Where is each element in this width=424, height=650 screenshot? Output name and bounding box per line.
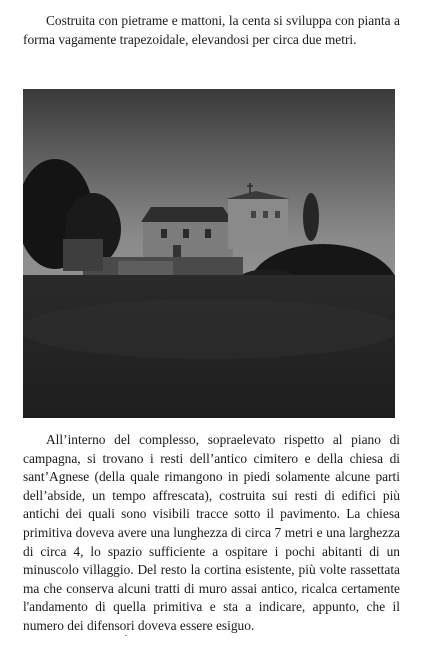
church-photograph — [23, 89, 395, 418]
intro-paragraph: Costruita con pietrame e mattoni, la centa si sviluppa con pianta a forma vagamente trapezoidale, elevandosi per circa due metri. — [23, 13, 400, 47]
print-speck — [125, 635, 127, 636]
main-paragraph: All’interno del complesso, sopraelevato rispetto al piano di campagna, si trovano i resti dell’antico cimitero e della chiesa di sant’Agnese (della quale rimangono in piedi solamente alcune parti dell’abside, un tempo affrescata), costruita sui resti di edifici più antichi dei quali sono visibili tracce sotto il pavimento. La chiesa primitiva doveva avere una lunghezza di circa 7 metri e una larghezza di circa 4, lo spazio sufficiente a ospitare i pochi abitanti di un minuscolo villaggio. Del resto la cortina esistente, più volte rassettata ma che conserva alcuni tratti di muro assai antico, ricalca certamente l'andamento di quella primitiva e sta a indicare, appunto, che il numero dei difensori doveva essere esiguo. — [23, 432, 400, 633]
farmhouse — [141, 207, 233, 262]
